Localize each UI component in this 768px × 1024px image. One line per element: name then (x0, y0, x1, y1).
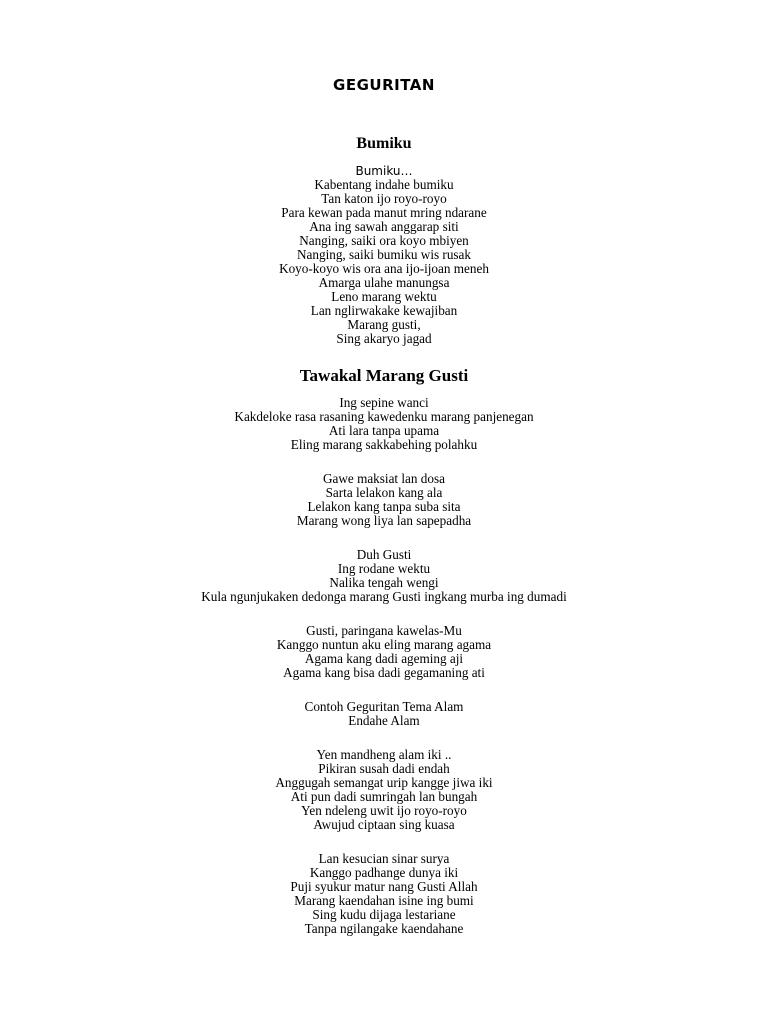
poem-tawakal-stanza-3 (0, 548, 768, 604)
poem-alam-stanza-2 (0, 852, 768, 936)
poem-line: Agama kang bisa dadi gegamaning ati (283, 665, 485, 680)
poem-line: Para kewan pada manut mring ndarane (281, 205, 487, 220)
poem-line: Endahe Alam (348, 713, 420, 728)
document-title: GEGURITAN (333, 76, 435, 94)
poem-line: Marang gusti, (347, 317, 421, 332)
poem-heading-tawakal: Tawakal Marang Gusti (299, 366, 469, 385)
poem-heading-bumiku: Bumiku (356, 135, 412, 152)
poem-line: Marang kaendahan isine ing bumi (294, 893, 474, 908)
poem-tawakal-stanza-2 (0, 472, 768, 528)
poem-line: Leno marang wektu (331, 289, 437, 304)
poem-line: Kanggo padhange dunya iki (309, 865, 459, 880)
poem-line: Gawe maksiat lan dosa (323, 471, 445, 486)
poem-tawakal-stanza-1 (0, 396, 768, 452)
poem-line: Sing kudu dijaga lestariane (312, 907, 456, 922)
poem-line: Ati lara tanpa upama (328, 423, 440, 438)
poem-line: Gusti, paringana kawelas-Mu (306, 623, 462, 638)
poem-line: Nanging, saiki bumiku wis rusak (297, 247, 471, 262)
poem-line: Yen ndeleng uwit ijo royo-royo (301, 803, 467, 818)
poem-line: Anggugah semangat urip kangge jiwa iki (275, 775, 493, 790)
poem-line: Kanggo nuntun aku eling marang agama (276, 637, 492, 652)
poem-line: Pikiran susah dadi endah (318, 761, 450, 776)
poem-line: Duh Gusti (356, 547, 412, 562)
poem-line: Tan katon ijo royo-royo (321, 191, 447, 206)
poem-line: Marang wong liya lan sapepadha (296, 513, 472, 528)
poem-tawakal-stanza-4 (0, 624, 768, 680)
poem-line: Bumiku… (355, 164, 413, 178)
poem-line: Puji syukur matur nang Gusti Allah (290, 879, 478, 894)
poem-line: Lan nglirwakake kewajiban (310, 303, 458, 318)
poem-line: Lan kesucian sinar surya (318, 851, 450, 866)
poem-line: Nalika tengah wengi (329, 575, 439, 590)
poem-line: Ana ing sawah anggarap siti (309, 219, 459, 234)
poem-line: Nanging, saiki ora koyo mbiyen (299, 233, 469, 248)
poem-line: Agama kang dadi ageming aji (304, 651, 464, 666)
poem-line: Ati pun dadi sumringah lan bungah (290, 789, 478, 804)
poem-line: Ing rodane wektu (337, 561, 431, 576)
poem-line: Contoh Geguritan Tema Alam (304, 699, 464, 714)
poem-line: Kabentang indahe bumiku (314, 177, 454, 192)
poem-line: Sarta lelakon kang ala (325, 485, 443, 500)
poem-line: Ing sepine wanci (339, 395, 429, 410)
poem-line: Amarga ulahe manungsa (318, 275, 450, 290)
poem-alam-intro (0, 700, 768, 728)
poem-line: Eling marang sakkabehing polahku (290, 437, 478, 452)
poem-line: Lelakon kang tanpa suba sita (307, 499, 461, 514)
poem-line: Kakdeloke rasa rasaning kawedenku marang panjenegan (234, 409, 534, 424)
poem-line: Yen mandheng alam iki .. (316, 747, 452, 762)
poem-line: Koyo-koyo wis ora ana ijo-ijoan meneh (279, 261, 489, 276)
poem-line: Sing akaryo jagad (336, 331, 432, 346)
poem-alam-stanza-1 (0, 748, 768, 832)
poem-line: Kula ngunjukaken dedonga marang Gusti ingkang murba ing dumadi (201, 589, 567, 604)
poem-bumiku-stanza (0, 164, 768, 346)
poem-line: Tanpa ngilangake kaendahane (304, 921, 464, 936)
poem-line: Awujud ciptaan sing kuasa (313, 817, 455, 832)
